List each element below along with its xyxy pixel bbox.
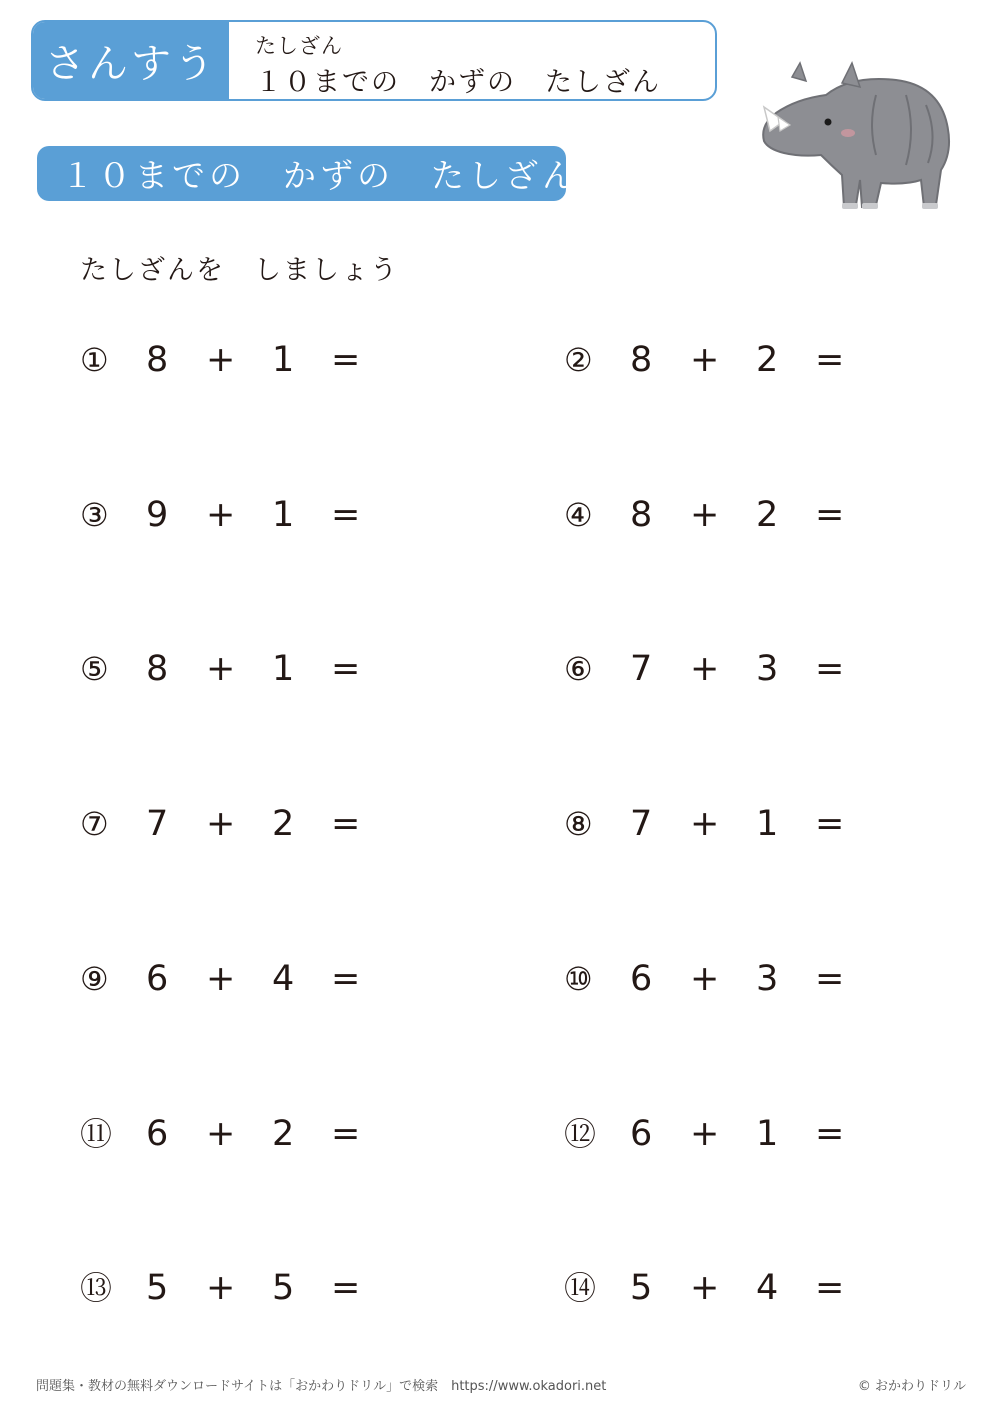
plus-sign: + xyxy=(690,804,720,844)
section-title: １０までの かずの たしざん xyxy=(37,146,566,201)
addend-2: 4 xyxy=(272,959,295,999)
problem-number: ① xyxy=(80,341,109,379)
problem-item xyxy=(564,493,884,537)
footer-site-notice: 問題集・教材の無料ダウンロードサイトは「おかわりドリル」で検索 https://www.okadori.net xyxy=(36,1379,607,1394)
addend-2: 1 xyxy=(272,495,295,535)
plus-sign: + xyxy=(690,1268,720,1308)
plus-sign: + xyxy=(206,340,236,380)
problem-item xyxy=(80,957,400,1001)
title-ruby: たしざん xyxy=(255,34,343,58)
problem-item xyxy=(564,957,884,1001)
addend-1: 9 xyxy=(146,495,169,535)
equals-sign: = xyxy=(331,1268,361,1308)
plus-sign: + xyxy=(206,1268,236,1308)
plus-sign: + xyxy=(690,959,720,999)
addend-1: 8 xyxy=(146,649,169,689)
problem-item xyxy=(80,1112,400,1156)
subject-label: さんすう xyxy=(33,22,229,99)
instruction-text: たしざんを しましょう xyxy=(80,255,399,286)
worksheet-header xyxy=(31,20,717,101)
addend-1: 8 xyxy=(630,495,653,535)
equals-sign: = xyxy=(331,649,361,689)
addend-1: 6 xyxy=(630,959,653,999)
equals-sign: = xyxy=(331,959,361,999)
addend-1: 7 xyxy=(630,804,653,844)
equals-sign: = xyxy=(815,1114,845,1154)
addend-2: 2 xyxy=(756,495,779,535)
addend-2: 3 xyxy=(756,959,779,999)
plus-sign: + xyxy=(690,1114,720,1154)
problem-item xyxy=(564,647,884,691)
addend-1: 8 xyxy=(146,340,169,380)
addend-2: 1 xyxy=(272,649,295,689)
equals-sign: = xyxy=(815,495,845,535)
plus-sign: + xyxy=(690,649,720,689)
problem-item xyxy=(564,338,884,382)
plus-sign: + xyxy=(206,1114,236,1154)
addend-1: 6 xyxy=(146,959,169,999)
plus-sign: + xyxy=(206,649,236,689)
problem-item xyxy=(564,1112,884,1156)
problem-number: ⑧ xyxy=(564,805,593,843)
addend-1: 6 xyxy=(146,1114,169,1154)
addend-2: 3 xyxy=(756,649,779,689)
footer-copyright: © おかわりドリル xyxy=(857,1379,966,1394)
equals-sign: = xyxy=(331,804,361,844)
equals-sign: = xyxy=(331,340,361,380)
equals-sign: = xyxy=(331,495,361,535)
addend-1: 7 xyxy=(630,649,653,689)
addend-2: 2 xyxy=(272,804,295,844)
addend-1: 5 xyxy=(630,1268,653,1308)
addend-2: 4 xyxy=(756,1268,779,1308)
problem-number: ⑭ xyxy=(564,1269,597,1307)
addend-1: 7 xyxy=(146,804,169,844)
unit-title: １０までの かずの たしざん xyxy=(255,67,661,98)
problem-number: ⑤ xyxy=(80,650,109,688)
rhino-illustration xyxy=(756,55,956,220)
plus-sign: + xyxy=(206,495,236,535)
plus-sign: + xyxy=(690,340,720,380)
problem-number: ⑪ xyxy=(80,1115,113,1153)
problem-number: ④ xyxy=(564,496,593,534)
addend-1: 8 xyxy=(630,340,653,380)
addend-2: 1 xyxy=(756,1114,779,1154)
problem-item xyxy=(80,493,400,537)
equals-sign: = xyxy=(331,1114,361,1154)
addend-2: 1 xyxy=(756,804,779,844)
addend-2: 2 xyxy=(756,340,779,380)
addend-1: 6 xyxy=(630,1114,653,1154)
addend-2: 1 xyxy=(272,340,295,380)
equals-sign: = xyxy=(815,804,845,844)
problem-item xyxy=(564,802,884,846)
problem-number: ⑥ xyxy=(564,650,593,688)
problem-item xyxy=(564,1266,884,1310)
problem-item xyxy=(80,338,400,382)
problem-item xyxy=(80,1266,400,1310)
problem-number: ② xyxy=(564,341,593,379)
problem-number: ⑬ xyxy=(80,1269,113,1307)
problem-item xyxy=(80,647,400,691)
equals-sign: = xyxy=(815,959,845,999)
problem-item xyxy=(80,802,400,846)
equals-sign: = xyxy=(815,1268,845,1308)
addend-2: 2 xyxy=(272,1114,295,1154)
problem-number: ⑦ xyxy=(80,805,109,843)
plus-sign: + xyxy=(206,804,236,844)
problem-number: ⑫ xyxy=(564,1115,597,1153)
plus-sign: + xyxy=(690,495,720,535)
addend-2: 5 xyxy=(272,1268,295,1308)
problem-number: ⑨ xyxy=(80,960,109,998)
problem-number: ⑩ xyxy=(564,960,593,998)
equals-sign: = xyxy=(815,649,845,689)
addend-1: 5 xyxy=(146,1268,169,1308)
problem-number: ③ xyxy=(80,496,109,534)
equals-sign: = xyxy=(815,340,845,380)
plus-sign: + xyxy=(206,959,236,999)
